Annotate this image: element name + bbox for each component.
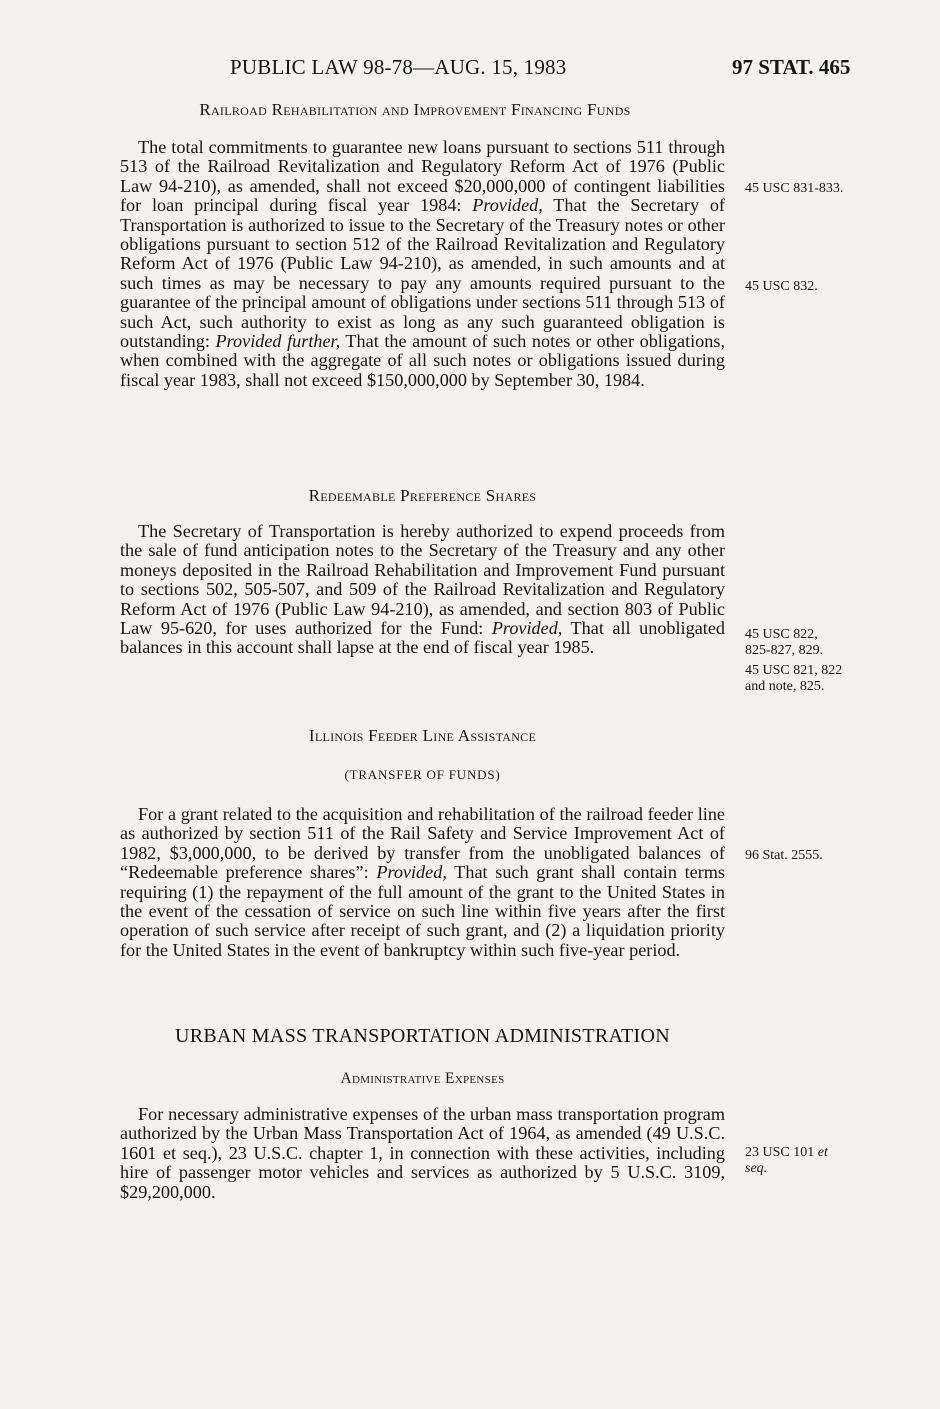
section-body-illinois	[120, 805, 725, 960]
text-run: That such grant shall contain terms requiring (1) the repayment of the full amount of the grant to the United States in the event of the cessation of service on such line within five years after the first operation of such service after receipt of such grant, and (2) a liquidation priority for the United States in the event of bankruptcy within such five-year period.	[120, 862, 726, 960]
text-run: For a grant related to the acquisition and rehabilitation of the railroad feeder line as authorized by section 511 of the Rail Safety and Service Improvement Act of 1982, $3,000,000, to be derived by transfer from the unobligated balances of “Redeemable preference shares”:	[120, 804, 725, 883]
section-body-railroad	[120, 138, 725, 390]
text-run-italic: seq.	[745, 1161, 768, 1176]
paragraph-illinois	[120, 805, 725, 960]
section-heading-illinois: Illinois Feeder Line Assistance	[308, 726, 537, 745]
header-stat-page: 97 STAT. 465	[732, 55, 851, 79]
text-run-italic: Provided,	[491, 618, 563, 639]
text-run: The total commitments to guarantee new loans pursuant to sections 511 through 513 of the Railroad Revitalization and Regulatory Reform Act of 1976 (Public Law 94-210), as amended, shall not exceed $20,000,000 of contingent liabilities for loan principal during fiscal year 1984:	[120, 137, 725, 216]
section-subheading-admin: Administrative Expenses	[340, 1070, 505, 1087]
section-subheading-transfer: (TRANSFER OF FUNDS)	[344, 767, 501, 782]
text-run-italic: et	[817, 1145, 828, 1160]
text-run: That all unobligated balances in this account shall lapse at the end of fiscal year 1985.	[120, 618, 725, 658]
section-heading-urban: URBAN MASS TRANSPORTATION ADMINISTRATION	[175, 1025, 670, 1047]
margin-note: 45 USC 822, 825-827, 829.	[745, 627, 824, 658]
text-run-italic: Provided further,	[215, 331, 341, 352]
header-title: PUBLIC LAW 98-78—AUG. 15, 1983	[230, 55, 567, 79]
section-body-redeemable	[120, 522, 725, 658]
text-run: The Secretary of Transportation is hereby authorized to expend proceeds from the sale of fund anticipation notes to the Secretary of the Treasury and any other moneys deposited in the Railroad Rehabilitation and Improvement Fund pursuant to sections 502, 505-507, and 509 of the Railroad Revitalization and Regulatory Reform Act of 1976 (Public Law 94-210), as amended, and section 803 of Public Law 95-620, for uses authorized for the Fund:	[120, 521, 725, 639]
section-heading-railroad: Railroad Rehabilitation and Improvement Financing Funds	[199, 100, 631, 119]
text-run-italic: Provided,	[376, 862, 447, 883]
margin-note: 45 USC 821, 822 and note, 825.	[745, 663, 843, 694]
text-run: 23 USC 101	[745, 1145, 818, 1160]
text-run: That the Secretary of Transportation is authorized to issue to the Secretary of the Treasury notes or other obligations pursuant to section 512 of the Railroad Revitalization and Regulatory Reform Act of 1976 (Public Law 94-210), as amended, in such amounts and at such times as may be necessary to pay any amounts required pursuant to the guarantee of the principal amount of obligations under sections 511 through 513 of such Act, such authority to exist as long as any such guaranteed obligation is outstanding:	[120, 195, 725, 352]
margin-note: 45 USC 832.	[745, 279, 818, 294]
section-heading-redeemable: Redeemable Preference Shares	[308, 486, 537, 505]
margin-note: 45 USC 831-833.	[745, 181, 844, 196]
text-run: That the amount of such notes or other obligations, when combined with the aggregate of all such notes or obligations issued during fiscal year 1983, shall not exceed $150,000,000 by September 30, 1984.	[120, 331, 725, 390]
section-body-urban	[120, 1105, 725, 1202]
margin-note: 96 Stat. 2555.	[745, 848, 823, 863]
paragraph-urban: For necessary administrative expenses of the urban mass transportation program authorized by the Urban Mass Transportation Act of 1964, as amended (49 U.S.C. 1601 et seq.), 23 U.S.C. chapter 1, in connection with these activities, including hire of passenger motor vehicles and services as authorized by 5 U.S.C. 3109, $29,200,000.	[120, 1104, 725, 1202]
page-header	[120, 55, 880, 85]
paragraph-railroad	[120, 138, 725, 390]
text-run-italic: Provided,	[472, 195, 543, 216]
paragraph-redeemable	[120, 522, 725, 658]
margin-note	[745, 1145, 865, 1177]
